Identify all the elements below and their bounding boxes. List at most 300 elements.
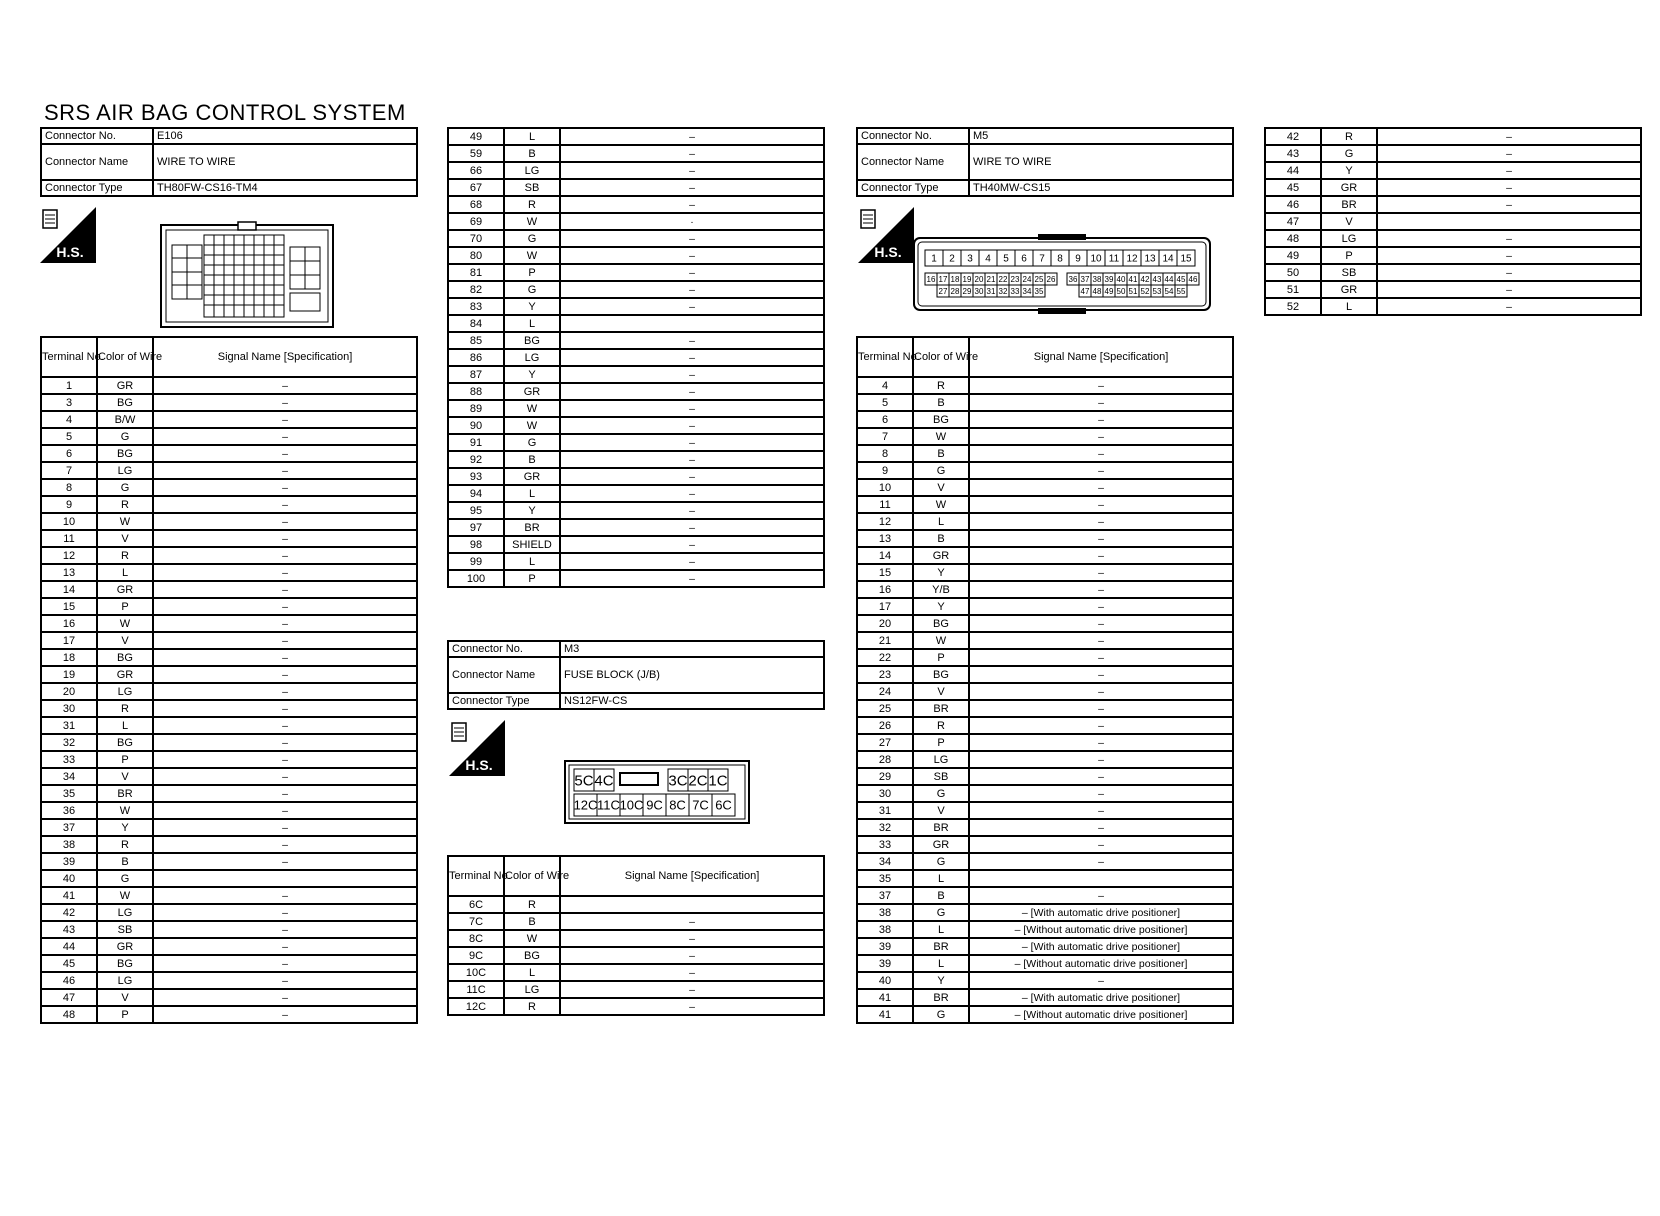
signal-name-cell: – <box>560 519 824 536</box>
table-row <box>41 462 417 479</box>
wire-color-cell: R <box>913 717 969 734</box>
terminal-no-cell: 20 <box>41 683 97 700</box>
wire-color-cell: P <box>97 598 153 615</box>
table-row <box>1265 145 1641 162</box>
table-row <box>857 870 1233 887</box>
hs-harness-side-icon <box>858 207 914 263</box>
terminal-no-cell: 70 <box>448 230 504 247</box>
m5-connector-info <box>856 127 1234 197</box>
terminal-no-cell: 6C <box>448 896 504 913</box>
terminal-no-cell: 1 <box>41 377 97 394</box>
terminal-no-cell: 23 <box>857 666 913 683</box>
signal-name-cell: – <box>969 428 1233 445</box>
terminal-no-cell: 100 <box>448 570 504 587</box>
wire-color-cell: SB <box>913 768 969 785</box>
wire-color-cell: B <box>504 913 560 930</box>
connector-pin-label: 30 <box>974 286 984 296</box>
terminal-no-cell: 12 <box>41 547 97 564</box>
terminal-no-cell: 42 <box>41 904 97 921</box>
wire-color-cell: GR <box>97 581 153 598</box>
wire-color-cell: W <box>97 513 153 530</box>
table-row <box>41 904 417 921</box>
table-row <box>857 547 1233 564</box>
terminal-no-cell: 24 <box>857 683 913 700</box>
label-connector-no: Connector No. <box>857 128 969 144</box>
m5-connector-type: TH40MW-CS15 <box>969 180 1233 196</box>
connector-pin-label: 10 <box>1090 253 1102 265</box>
col-color-of-wire: Color of Wire <box>97 337 153 377</box>
wire-color-cell: Y <box>913 598 969 615</box>
signal-name-cell: – <box>969 836 1233 853</box>
terminal-no-cell: 48 <box>1265 230 1321 247</box>
terminal-no-cell: 12 <box>857 513 913 530</box>
connector-pin-label: 13 <box>1144 253 1156 265</box>
table-row <box>857 564 1233 581</box>
signal-name-cell: – <box>969 887 1233 904</box>
table-row <box>857 632 1233 649</box>
terminal-no-cell: 39 <box>857 938 913 955</box>
wire-color-cell: BG <box>97 394 153 411</box>
signal-name-cell: – <box>969 819 1233 836</box>
table-row <box>448 196 824 213</box>
table-row <box>41 938 417 955</box>
terminal-no-cell: 44 <box>41 938 97 955</box>
signal-name-cell: – <box>969 581 1233 598</box>
signal-name-cell: – <box>969 700 1233 717</box>
signal-name-cell: – <box>969 496 1233 513</box>
wire-color-cell: Y <box>913 972 969 989</box>
signal-name-cell: – <box>1377 298 1641 315</box>
m5-connector-no: M5 <box>969 128 1233 144</box>
m5-terminal-table <box>856 336 1234 1024</box>
hs-harness-side-icon <box>449 720 505 776</box>
table-row <box>857 530 1233 547</box>
table-row <box>41 955 417 972</box>
terminal-no-cell: 11C <box>448 981 504 998</box>
wire-color-cell: G <box>913 1006 969 1023</box>
wire-color-cell: B <box>913 445 969 462</box>
table-row <box>1265 196 1641 213</box>
signal-name-cell: – <box>153 411 417 428</box>
hs-harness-side-icon <box>40 207 96 263</box>
terminal-no-cell: 40 <box>41 870 97 887</box>
table-row <box>41 751 417 768</box>
table-row <box>41 513 417 530</box>
wire-color-cell: G <box>504 281 560 298</box>
terminal-no-cell: 10C <box>448 964 504 981</box>
terminal-no-cell: 83 <box>448 298 504 315</box>
terminal-no-cell: 9 <box>41 496 97 513</box>
m5-terminal-table-cont <box>1264 127 1642 316</box>
wire-color-cell: Y <box>504 502 560 519</box>
connector-pin-label: 53 <box>1152 286 1162 296</box>
signal-name-cell: – <box>153 768 417 785</box>
signal-name-cell <box>1377 213 1641 230</box>
connector-pin-label: 44 <box>1164 274 1174 284</box>
connector-pin-label: 19 <box>962 274 972 284</box>
table-row <box>41 564 417 581</box>
label-connector-type: Connector Type <box>857 180 969 196</box>
table-row <box>41 972 417 989</box>
table-row <box>448 179 824 196</box>
signal-name-cell: – <box>560 298 824 315</box>
terminal-no-cell: 27 <box>857 734 913 751</box>
wire-color-cell: B/W <box>97 411 153 428</box>
wire-color-cell: BG <box>97 734 153 751</box>
table-row <box>41 921 417 938</box>
signal-name-cell: – <box>153 1006 417 1023</box>
table-row <box>857 989 1233 1006</box>
signal-name-cell: – <box>1377 145 1641 162</box>
wire-color-cell: W <box>97 887 153 904</box>
terminal-no-cell: 99 <box>448 553 504 570</box>
terminal-no-cell: 16 <box>41 615 97 632</box>
wire-color-cell: GR <box>1321 281 1377 298</box>
connector-pin-label: 32 <box>998 286 1008 296</box>
signal-name-cell: – <box>153 598 417 615</box>
table-row <box>1265 298 1641 315</box>
connector-pin-label: 50 <box>1116 286 1126 296</box>
terminal-no-cell: 48 <box>41 1006 97 1023</box>
terminal-no-cell: 43 <box>1265 145 1321 162</box>
table-row <box>857 598 1233 615</box>
terminal-no-cell: 13 <box>857 530 913 547</box>
table-row <box>448 485 824 502</box>
terminal-no-cell: 6 <box>857 411 913 428</box>
table-row <box>41 870 417 887</box>
table-row <box>857 717 1233 734</box>
terminal-no-cell: 80 <box>448 247 504 264</box>
wire-color-cell: G <box>504 434 560 451</box>
terminal-no-cell: 34 <box>857 853 913 870</box>
table-row <box>857 462 1233 479</box>
terminal-no-cell: 11 <box>857 496 913 513</box>
wire-color-cell: BG <box>504 947 560 964</box>
wire-color-cell: L <box>504 964 560 981</box>
signal-name-cell: – <box>153 445 417 462</box>
signal-name-cell: – <box>153 547 417 564</box>
wire-color-cell: LG <box>913 751 969 768</box>
m3-connector-name: FUSE BLOCK (J/B) <box>560 657 824 693</box>
table-row <box>1265 281 1641 298</box>
table-row <box>448 451 824 468</box>
table-row <box>448 434 824 451</box>
signal-name-cell: – <box>560 930 824 947</box>
wire-color-cell: V <box>913 802 969 819</box>
table-row <box>448 468 824 485</box>
connector-pin-label: 15 <box>1180 253 1192 265</box>
table-row <box>857 445 1233 462</box>
signal-name-cell: – <box>153 581 417 598</box>
signal-name-cell: – <box>1377 162 1641 179</box>
wire-color-cell: Y <box>504 298 560 315</box>
col-terminal-no: Terminal No. <box>41 337 97 377</box>
table-row <box>41 445 417 462</box>
terminal-no-cell: 36 <box>41 802 97 819</box>
terminal-no-cell: 91 <box>448 434 504 451</box>
table-row <box>857 955 1233 972</box>
table-row <box>857 887 1233 904</box>
signal-name-cell: – <box>153 700 417 717</box>
signal-name-cell: – <box>969 564 1233 581</box>
terminal-no-cell: 90 <box>448 417 504 434</box>
table-row <box>1265 179 1641 196</box>
wire-color-cell: W <box>504 400 560 417</box>
connector-pin-label: 5C <box>574 772 594 790</box>
wire-color-cell: GR <box>97 377 153 394</box>
m3-terminal-table <box>447 855 825 1016</box>
table-row <box>41 853 417 870</box>
terminal-no-cell: 87 <box>448 366 504 383</box>
wire-color-cell: L <box>504 128 560 145</box>
signal-name-cell: – <box>969 666 1233 683</box>
table-row <box>41 394 417 411</box>
connector-pin-label: 35 <box>1034 286 1044 296</box>
wire-color-cell: W <box>97 802 153 819</box>
terminal-no-cell: 50 <box>1265 264 1321 281</box>
wire-color-cell: R <box>97 496 153 513</box>
table-row <box>41 785 417 802</box>
m3-connector-face-diagram <box>564 760 750 824</box>
wire-color-cell: BG <box>97 445 153 462</box>
terminal-no-cell: 10 <box>857 479 913 496</box>
table-row <box>448 570 824 587</box>
signal-name-cell: – <box>153 904 417 921</box>
wire-color-cell: B <box>913 530 969 547</box>
connector-pin-label: 17 <box>938 274 948 284</box>
table-row <box>448 553 824 570</box>
connector-pin-label: 49 <box>1104 286 1114 296</box>
wire-color-cell: L <box>504 553 560 570</box>
table-row <box>448 536 824 553</box>
connector-pin-label: 7 <box>1039 253 1045 265</box>
connector-pin-label: 51 <box>1128 286 1138 296</box>
terminal-no-cell: 66 <box>448 162 504 179</box>
e106-terminal-table-cont <box>447 127 825 588</box>
signal-name-cell: – <box>969 462 1233 479</box>
table-row <box>41 887 417 904</box>
table-row <box>448 981 824 998</box>
connector-pin-label: 47 <box>1080 286 1090 296</box>
terminal-no-cell: 41 <box>41 887 97 904</box>
signal-name-cell: – <box>153 615 417 632</box>
wire-color-cell: BG <box>913 615 969 632</box>
wire-color-cell: G <box>97 870 153 887</box>
terminal-no-cell: 17 <box>857 598 913 615</box>
table-row <box>857 819 1233 836</box>
connector-pin-label: 46 <box>1188 274 1198 284</box>
wire-color-cell: R <box>504 896 560 913</box>
wire-color-cell: L <box>97 717 153 734</box>
terminal-no-cell: 31 <box>857 802 913 819</box>
connector-pin-label: 3 <box>967 253 973 265</box>
signal-name-cell: – <box>1377 264 1641 281</box>
wire-color-cell: BR <box>504 519 560 536</box>
terminal-no-cell: 6 <box>41 445 97 462</box>
table-row <box>1265 230 1641 247</box>
wire-color-cell: LG <box>97 904 153 921</box>
wire-color-cell: G <box>504 230 560 247</box>
wire-color-cell: GR <box>913 547 969 564</box>
signal-name-cell: – <box>969 445 1233 462</box>
table-row <box>857 853 1233 870</box>
terminal-no-cell: 38 <box>857 904 913 921</box>
signal-name-cell: – <box>560 196 824 213</box>
connector-pin-label: 18 <box>950 274 960 284</box>
signal-name-cell: – <box>153 802 417 819</box>
connector-pin-label: 14 <box>1162 253 1174 265</box>
table-row <box>857 683 1233 700</box>
connector-pin-label: 24 <box>1022 274 1032 284</box>
connector-pin-label: 48 <box>1092 286 1102 296</box>
signal-name-cell: – <box>969 649 1233 666</box>
terminal-no-cell: 41 <box>857 989 913 1006</box>
terminal-no-cell: 19 <box>41 666 97 683</box>
table-row <box>41 615 417 632</box>
connector-pin-label: 23 <box>1010 274 1020 284</box>
signal-name-cell: – <box>969 377 1233 394</box>
connector-pin-label: 25 <box>1034 274 1044 284</box>
terminal-no-cell: 45 <box>1265 179 1321 196</box>
terminal-no-cell: 14 <box>857 547 913 564</box>
wire-color-cell: BG <box>913 411 969 428</box>
signal-name-cell: – <box>560 947 824 964</box>
signal-name-cell: – <box>153 819 417 836</box>
terminal-no-cell: 30 <box>857 785 913 802</box>
terminal-no-cell: 34 <box>41 768 97 785</box>
table-row <box>41 717 417 734</box>
table-row <box>857 836 1233 853</box>
signal-name-cell: – <box>560 179 824 196</box>
terminal-no-cell: 97 <box>448 519 504 536</box>
signal-name-cell: – <box>1377 230 1641 247</box>
connector-pin-label: 7C <box>692 797 709 813</box>
terminal-no-cell: 29 <box>857 768 913 785</box>
table-row <box>448 247 824 264</box>
connector-pin-label: 5 <box>1003 253 1009 265</box>
table-row <box>448 947 824 964</box>
signal-name-cell: – <box>153 496 417 513</box>
signal-name-cell: – <box>969 785 1233 802</box>
m5-connector-name: WIRE TO WIRE <box>969 144 1233 180</box>
signal-name-cell: – <box>153 530 417 547</box>
table-row <box>448 502 824 519</box>
connector-pin-label: 6C <box>715 797 732 813</box>
signal-name-cell: – <box>153 938 417 955</box>
wire-color-cell: P <box>913 649 969 666</box>
terminal-no-cell: 17 <box>41 632 97 649</box>
col-terminal-no: Terminal No. <box>448 856 504 896</box>
table-row <box>41 632 417 649</box>
table-row <box>41 734 417 751</box>
terminal-no-cell: 41 <box>857 1006 913 1023</box>
table-row <box>448 896 824 913</box>
table-row <box>857 904 1233 921</box>
terminal-no-cell: 47 <box>41 989 97 1006</box>
terminal-no-cell: 7 <box>857 428 913 445</box>
e106-connector-type: TH80FW-CS16-TM4 <box>153 180 417 196</box>
table-row <box>41 768 417 785</box>
signal-name-cell: – <box>560 998 824 1015</box>
signal-name-cell: – <box>153 972 417 989</box>
signal-name-cell: – <box>969 734 1233 751</box>
wire-color-cell: LG <box>97 972 153 989</box>
signal-name-cell: – <box>560 451 824 468</box>
wire-color-cell: P <box>97 751 153 768</box>
connector-pin-label: 6 <box>1021 253 1027 265</box>
terminal-no-cell: 85 <box>448 332 504 349</box>
signal-name-cell: – [Without automatic drive positioner] <box>969 1006 1233 1023</box>
table-row <box>41 819 417 836</box>
table-row <box>448 964 824 981</box>
wire-color-cell: R <box>913 377 969 394</box>
table-row <box>448 162 824 179</box>
terminal-no-cell: 39 <box>41 853 97 870</box>
wire-color-cell: V <box>913 479 969 496</box>
label-connector-name: Connector Name <box>448 657 560 693</box>
wire-color-cell: BR <box>97 785 153 802</box>
terminal-no-cell: 10 <box>41 513 97 530</box>
wire-color-cell: BG <box>504 332 560 349</box>
connector-pin-label: 26 <box>1046 274 1056 284</box>
signal-name-cell: – <box>560 264 824 281</box>
wire-color-cell: LG <box>97 683 153 700</box>
signal-name-cell <box>560 315 824 332</box>
connector-pin-label: 39 <box>1104 274 1114 284</box>
table-row <box>448 349 824 366</box>
signal-name-cell: – <box>560 434 824 451</box>
signal-name-cell: – <box>560 913 824 930</box>
connector-pin-label: 29 <box>962 286 972 296</box>
table-row <box>1265 213 1641 230</box>
wire-color-cell: L <box>1321 298 1377 315</box>
signal-name-cell: – <box>969 615 1233 632</box>
connector-pin-label: 22 <box>998 274 1008 284</box>
terminal-no-cell: 20 <box>857 615 913 632</box>
signal-name-cell: – <box>153 785 417 802</box>
terminal-no-cell: 42 <box>1265 128 1321 145</box>
terminal-no-cell: 52 <box>1265 298 1321 315</box>
signal-name-cell: – <box>560 349 824 366</box>
connector-pin-label: 36 <box>1068 274 1078 284</box>
wire-color-cell: L <box>913 513 969 530</box>
connector-pin-label: 3C <box>668 772 688 790</box>
wire-color-cell: G <box>1321 145 1377 162</box>
table-row <box>41 836 417 853</box>
signal-name-cell: – <box>153 989 417 1006</box>
wire-color-cell: B <box>913 887 969 904</box>
table-row <box>41 649 417 666</box>
signal-name-cell: – <box>969 479 1233 496</box>
signal-name-cell: – <box>153 479 417 496</box>
table-row <box>857 377 1233 394</box>
table-row <box>448 400 824 417</box>
connector-pin-label: 11C <box>597 797 620 813</box>
table-row <box>41 479 417 496</box>
terminal-no-cell: 94 <box>448 485 504 502</box>
table-row <box>857 666 1233 683</box>
m3-connector-type: NS12FW-CS <box>560 693 824 709</box>
table-row <box>448 264 824 281</box>
e106-terminal-table <box>40 336 418 1024</box>
terminal-no-cell: 9 <box>857 462 913 479</box>
table-row <box>448 213 824 230</box>
connector-pin-label: 45 <box>1176 274 1186 284</box>
terminal-no-cell: 9C <box>448 947 504 964</box>
terminal-no-cell: 68 <box>448 196 504 213</box>
wire-color-cell: V <box>97 632 153 649</box>
table-row <box>857 972 1233 989</box>
